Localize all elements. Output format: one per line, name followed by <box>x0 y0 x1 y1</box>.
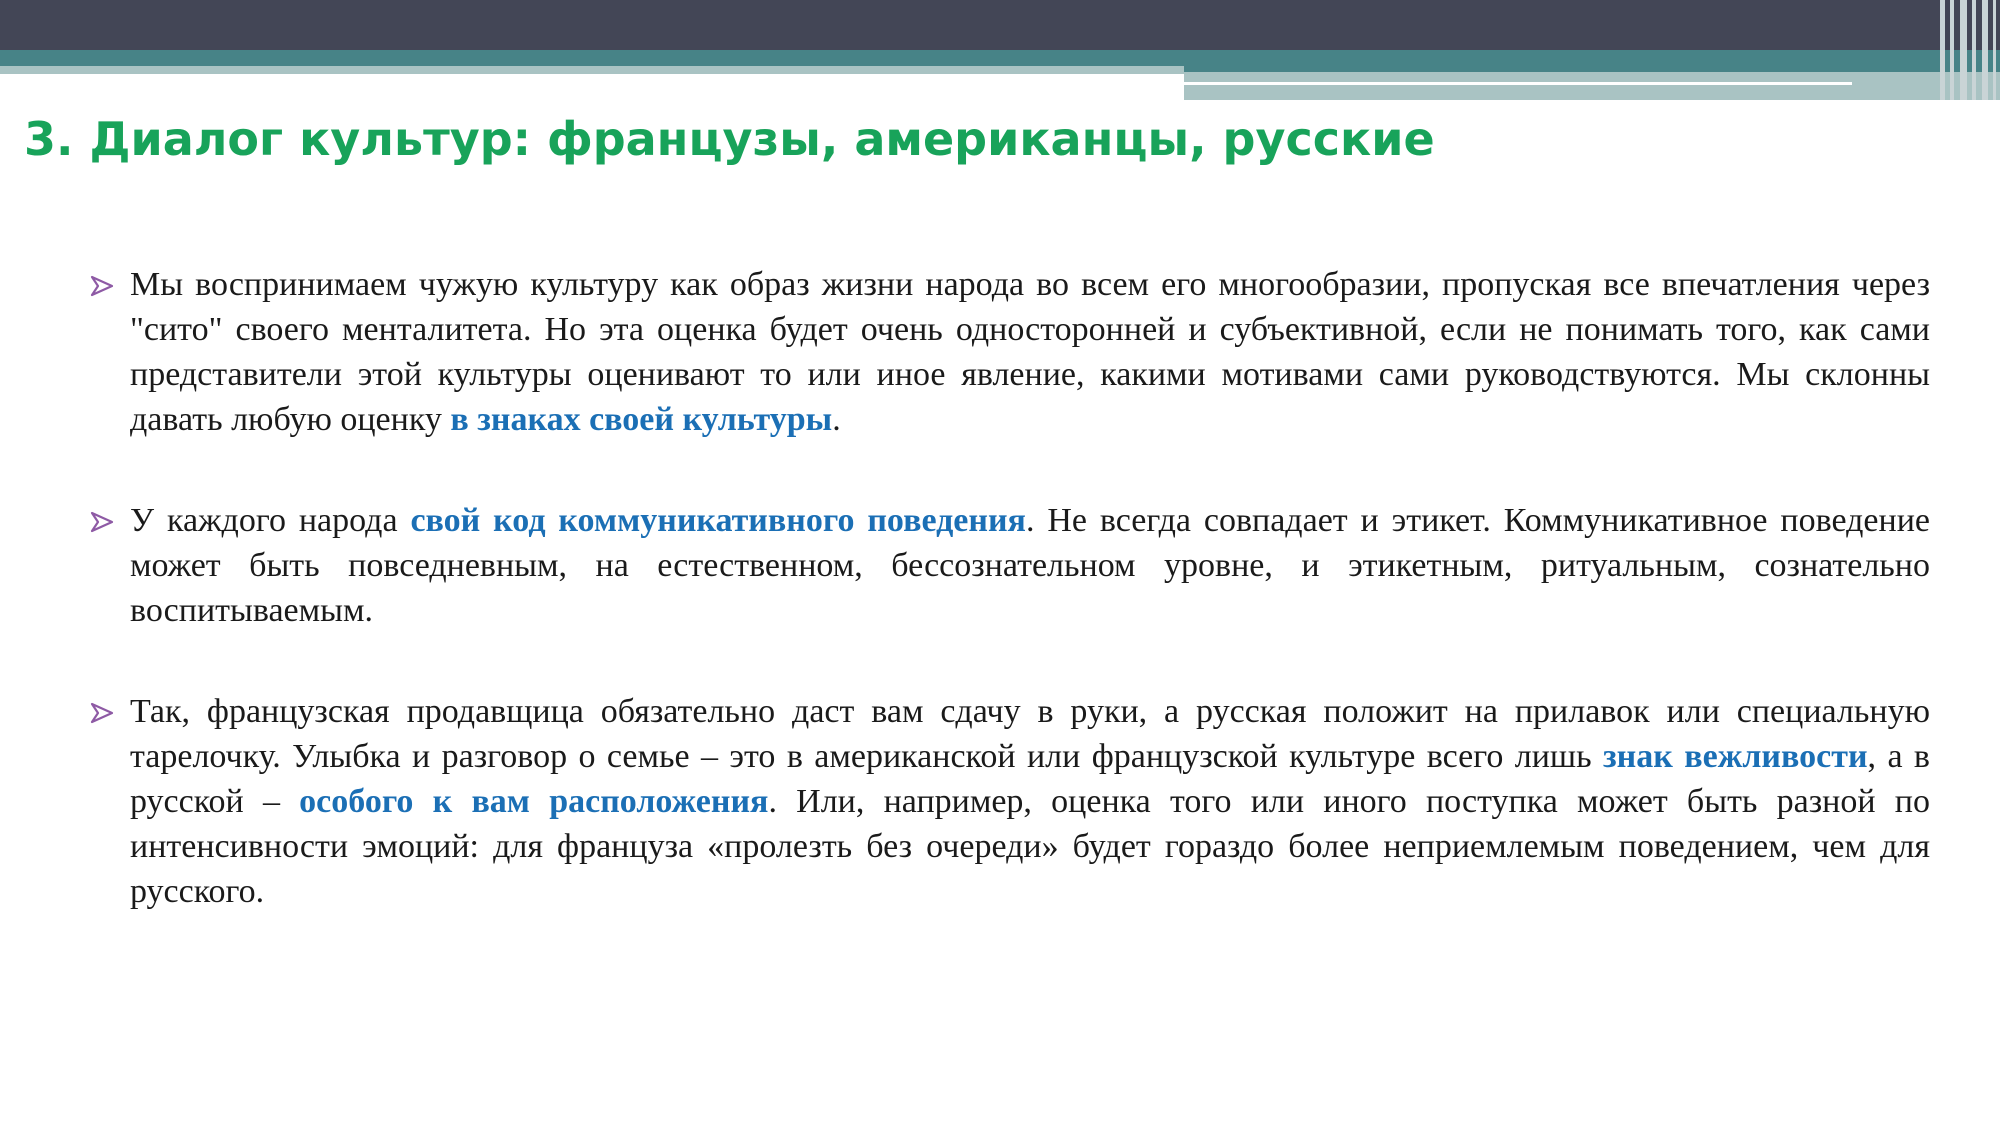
highlight-text: свой код коммуникативного поведения <box>410 502 1026 539</box>
bullet-item <box>88 689 1930 914</box>
header-light-band-right <box>1184 72 2000 100</box>
bullet-list <box>88 262 1930 970</box>
bullet-text-part: . Не всегда совпадает и этикет. Коммуникативное поведение может быть повседневным, на естественном, бессознательном уровне, и этикетным, ритуальным, сознательно воспитываемым. <box>130 502 1930 629</box>
bullet-text-part: Так, французская продавщица обязательно даст вам сдачу в руки, а русская положит на прилавок или специальную тарелочку. Улыбка и разговор о семье – это в американской или французской культуре всего лишь <box>130 693 1930 775</box>
arrow-right-icon <box>88 508 116 536</box>
bullet-text <box>130 689 1930 914</box>
bullet-item <box>88 262 1930 442</box>
header-light-band-left <box>0 66 1184 74</box>
bullet-text <box>130 262 1930 442</box>
header-dark-band <box>0 0 2000 50</box>
bullet-text-part: . Или, например, оценка того или иного поступка может быть разной по интенсивности эмоций: для француза «пролезть без очереди» будет гораздо более неприемлемым поведением, чем для русского. <box>130 783 1930 910</box>
bullet-item <box>88 498 1930 633</box>
bullet-text-part: , а в русской – <box>130 738 1930 820</box>
highlight-text: в знаках своей культуры <box>450 401 833 438</box>
slide-title: 3. Диалог культур: французы, американцы, русские <box>24 112 1435 166</box>
bullet-text-part: . <box>832 401 841 438</box>
highlight-text: особого к вам расположения <box>299 783 769 820</box>
header-white-line <box>1184 82 1852 85</box>
bullet-text-part: Мы воспринимаем чужую культуру как образ жизни народа во всем его многообразии, пропуская все впечатления через "сито" своего менталитета. Но эта оценка будет очень односторонней и субъективной, если не понимать того, как сами представители этой культуры оценивают то или иное явление, какими мотивами сами руководствуются. Мы склонны давать любую оценку <box>130 266 1930 438</box>
bullet-text-part: У каждого народа <box>130 502 411 539</box>
header-edge-stripes <box>1938 0 2000 100</box>
arrow-right-icon <box>88 272 116 300</box>
arrow-right-icon <box>88 699 116 727</box>
bullet-text <box>130 498 1930 633</box>
highlight-text: знак вежливости <box>1603 738 1868 775</box>
